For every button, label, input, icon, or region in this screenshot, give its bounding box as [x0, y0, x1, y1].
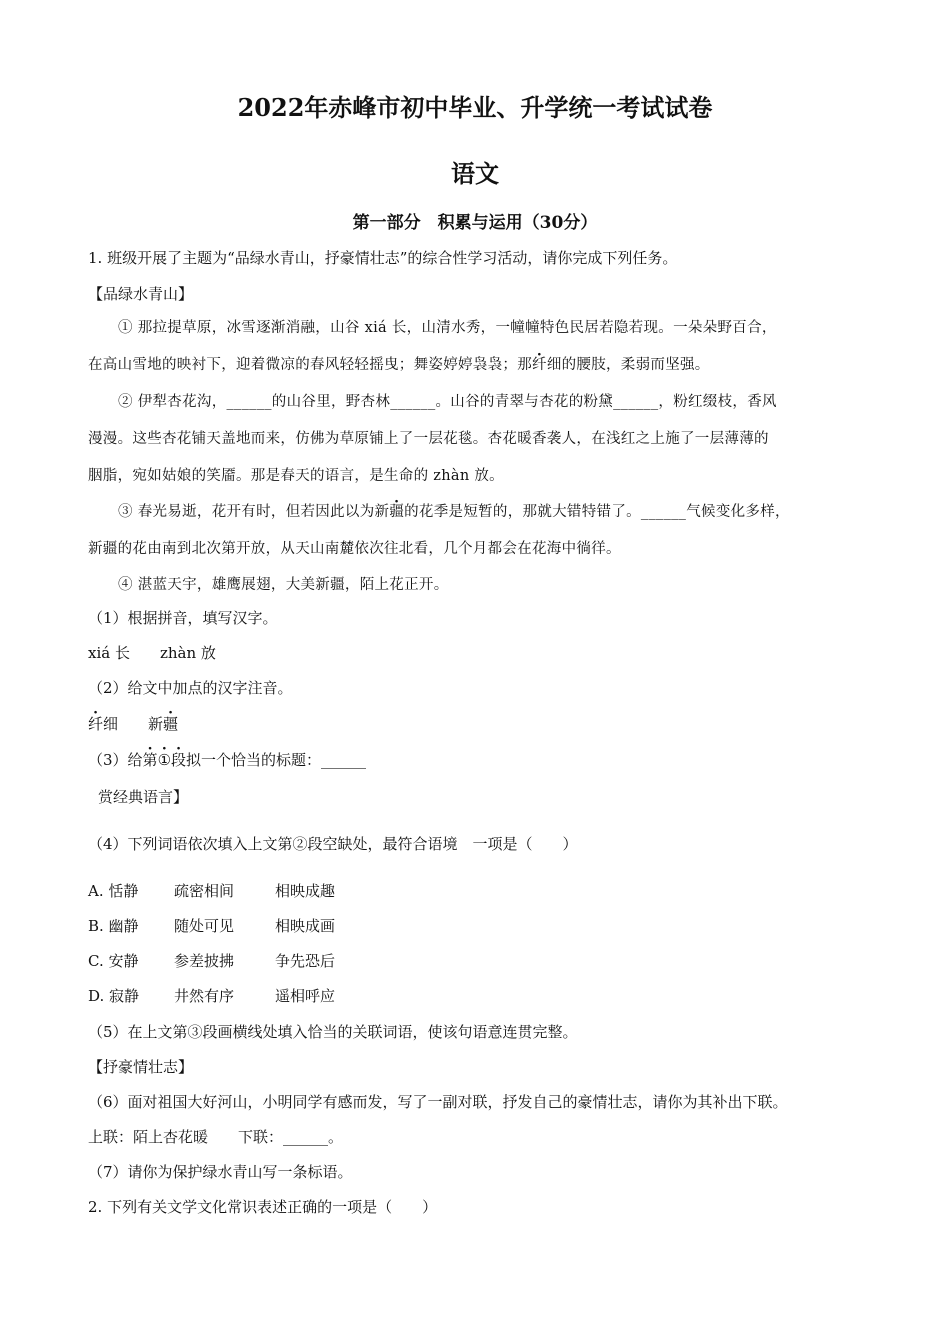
paragraph-4: ④ 湛蓝天宇，雄鹰展翅，大美新疆，陌上花正开。 [118, 577, 449, 593]
dotted-char: 纤 [532, 357, 547, 373]
couplet: 上联：陌上杏花暖 下联：______。 [88, 1128, 344, 1146]
paragraph-2-line-1: ② 伊犁杏花沟，______的山谷里，野杏林______。山谷的青翠与杏花的粉黛______，粉红缀枝，香风 [118, 394, 777, 410]
option-a: A. 恬静 疏密相间 相映成趣 [88, 882, 336, 900]
sub-question-3: （3）给第· ①段拟一个恰当的标题：______ [88, 750, 366, 770]
dotted-char: 疆 [389, 504, 405, 520]
section-heading-3: 【抒豪情壮志】 [88, 1058, 194, 1076]
section-heading-1: 【品绿水青山】 [88, 285, 194, 303]
sub-question-7: （7）请你为保护绿水青山写一条标语。 [88, 1163, 353, 1181]
sub-question-1-items: xiá 长 zhàn 放 [88, 644, 216, 662]
sub-question-2-items: 纤细 新疆 [88, 715, 179, 733]
part-heading: 第一部分 积累与运用（30分） [352, 213, 598, 233]
paragraph-1-line-1: ① 那拉提草原，冰雪逐渐消融，山谷 xiá 长，山清水秀，一幢幢特色民居若隐若现。一朵朵野百合， [118, 320, 777, 336]
subject-title: 语文 [451, 159, 499, 188]
option-c: C. 安静 参差披拂 争先恐后 [88, 952, 336, 970]
q1-intro: 1. 班级开展了主题为“品绿水青山，抒豪情壮志”的综合性学习活动，请你完成下列任务。 [88, 249, 678, 267]
paragraph-3-line-1: ③ 春光易逝，花开有时，但若因此以为新疆的花季是短暂的，那就大错特错了。______气候变化多样， [118, 504, 790, 520]
q2-stem: 2. 下列有关文学文化常识表述正确的一项是（ ） [88, 1198, 438, 1216]
option-b: B. 幽静 随处可见 相映成画 [88, 917, 336, 935]
sub-question-2: （2）给文中加点的汉字注音。 [88, 679, 293, 697]
sub-question-4: （4）下列词语依次填入上文第②段空缺处，最符合语境 一项是（ ） [88, 835, 578, 853]
exam-title: 2022年赤峰市初中毕业、升学统一考试试卷 [237, 93, 713, 122]
section-heading-2: 赏经典语言】 [98, 788, 189, 806]
paragraph-2-line-2: 漫漫。这些杏花铺天盖地而来，仿佛为草原铺上了一层花毯。杏花暖香袭人，在浅红之上施了一层薄薄的 [88, 431, 769, 447]
option-d: D. 寂静 井然有序 遥相呼应 [88, 987, 336, 1005]
paragraph-2-line-3: 胭脂，宛如姑娘的笑靥。那是春天的语言，是生命的 zhàn 放。 [88, 468, 504, 484]
sub-question-1: （1）根据拼音，填写汉字。 [88, 609, 278, 627]
paragraph-3-line-2: 新疆的花由南到北次第开放，从天山南麓依次往北看，几个月都会在花海中徜徉。 [88, 541, 621, 557]
paragraph-1-line-2: 在高山雪地的映衬下，迎着微凉的春风轻轻摇曳；舞姿婷婷袅袅；那纤细的腰肢，柔弱而坚强。 [88, 357, 710, 373]
sub-question-5: （5）在上文第③段画横线处填入恰当的关联词语，使该句语意连贯完整。 [88, 1023, 578, 1041]
sub-question-6: （6）面对祖国大好河山，小明同学有感而发，写了一副对联，抒发自己的豪情壮志，请你为其补出下联。 [88, 1093, 788, 1111]
